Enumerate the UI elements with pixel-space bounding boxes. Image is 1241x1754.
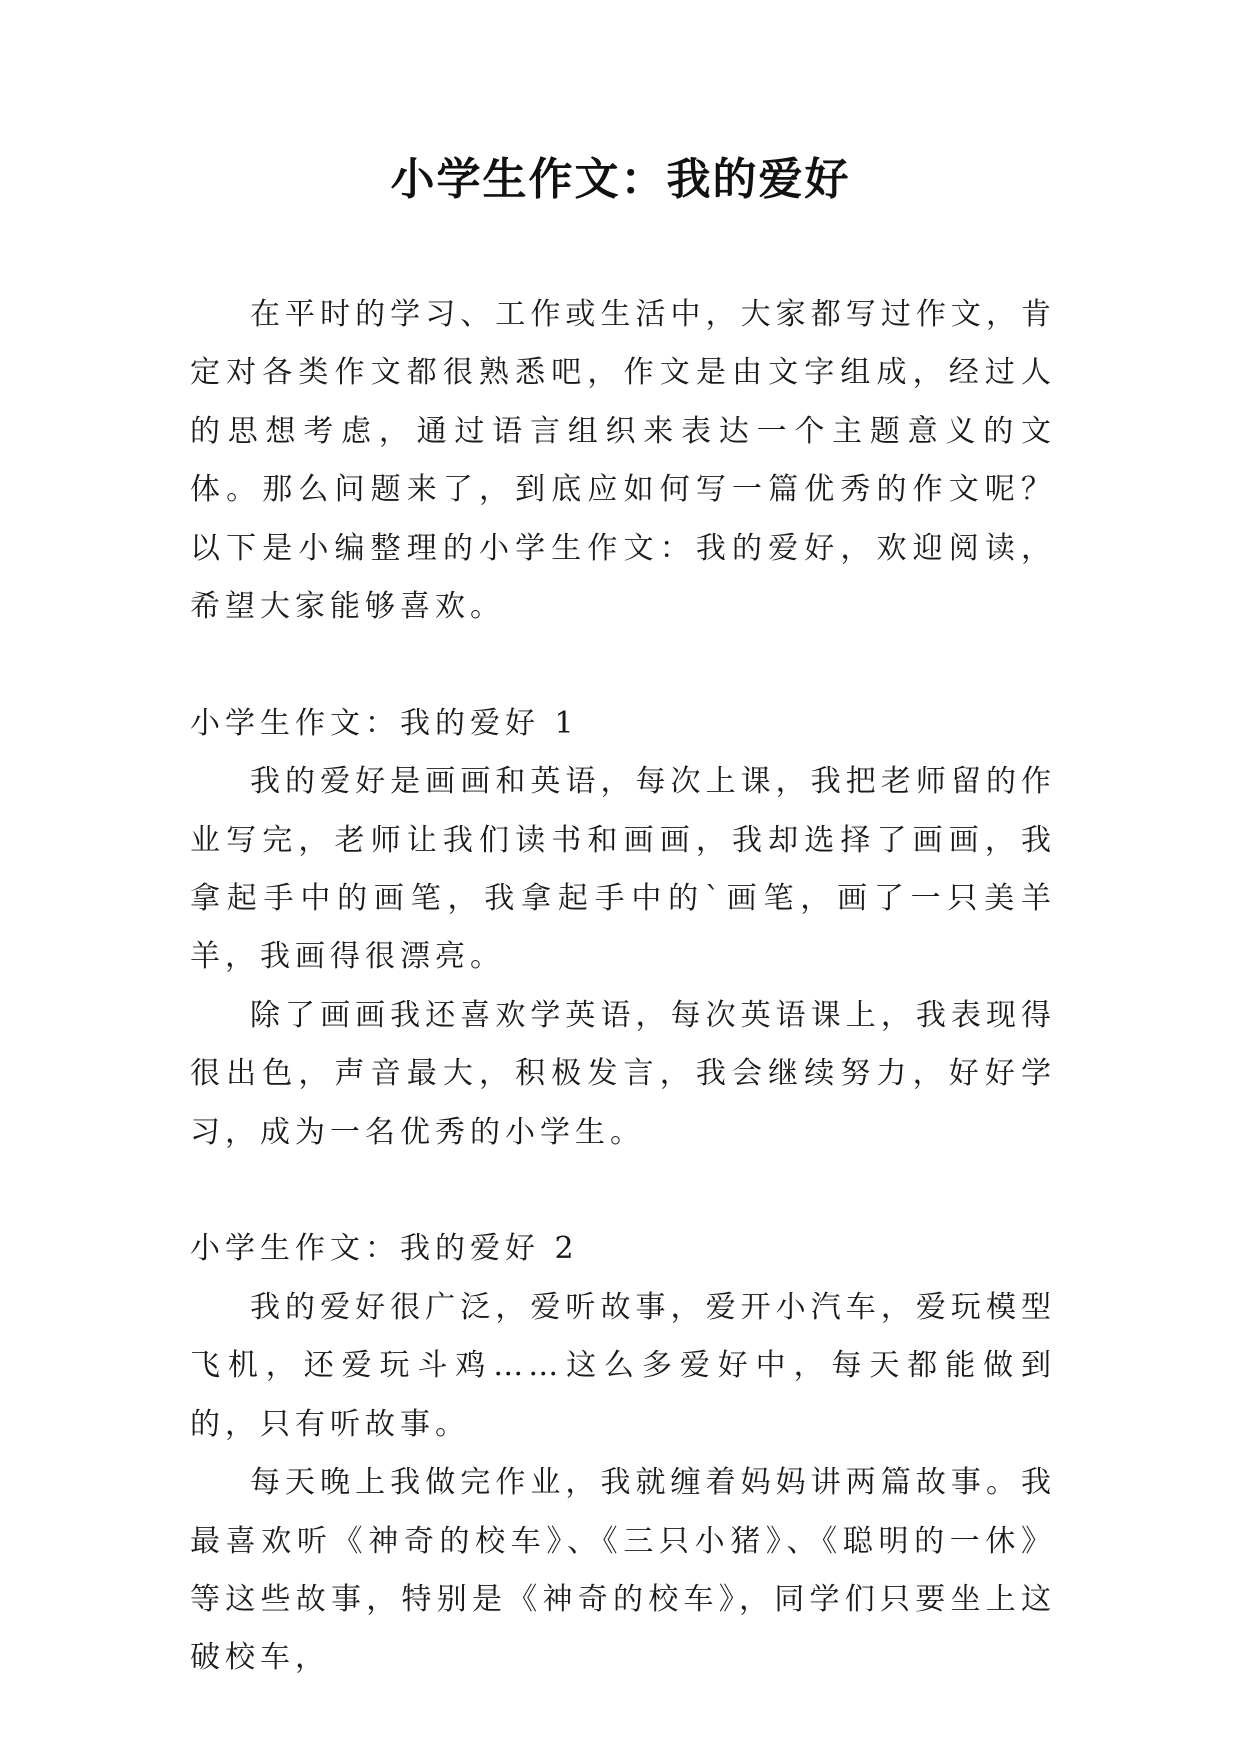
section-1-paragraph-1: 我的爱好是画画和英语，每次上课，我把老师留的作业写完，老师让我们读书和画画，我却选择了画画，我拿起手中的画笔，我拿起手中的`画笔，画了一只美羊羊，我画得很漂亮。: [190, 764, 1056, 975]
section-1-paragraph-2: 除了画画我还喜欢学英语，每次英语课上，我表现得很出色，声音最大，积极发言，我会继续努力，好好学习，成为一名优秀的小学生。: [190, 997, 1056, 1150]
section-2-paragraph-1: 我的爱好很广泛，爱听故事，爱开小汽车，爱玩模型飞机，还爱玩斗鸡……这么多爱好中，每天都能做到的，只有听故事。: [190, 1289, 1056, 1442]
document-title: 小学生作文：我的爱好: [390, 154, 851, 205]
section-gap: [190, 1162, 1056, 1220]
document-body: [190, 286, 1056, 1688]
section-2-paragraph-2: 每天晚上我做完作业，我就缠着妈妈讲两篇故事。我最喜欢听《神奇的校车》、《三只小猪》、《聪明的一休》等这些故事，特别是《神奇的校车》，同学们只要坐上这破校车，: [190, 1465, 1056, 1676]
section-gap: [190, 636, 1056, 694]
intro-paragraph: 在平时的学习、工作或生活中，大家都写过作文，肯定对各类作文都很熟悉吧，作文是由文字组成，经过人的思想考虑，通过语言组织来表达一个主题意义的文体。那么问题来了，到底应如何写一篇优秀的作文呢？以下是小编整理的小学生作文：我的爱好，欢迎阅读，希望大家能够喜欢。: [190, 297, 1056, 625]
section-heading-2: 小学生作文：我的爱好 2: [190, 1231, 579, 1267]
section-heading-1: 小学生作文：我的爱好 1: [190, 705, 579, 741]
